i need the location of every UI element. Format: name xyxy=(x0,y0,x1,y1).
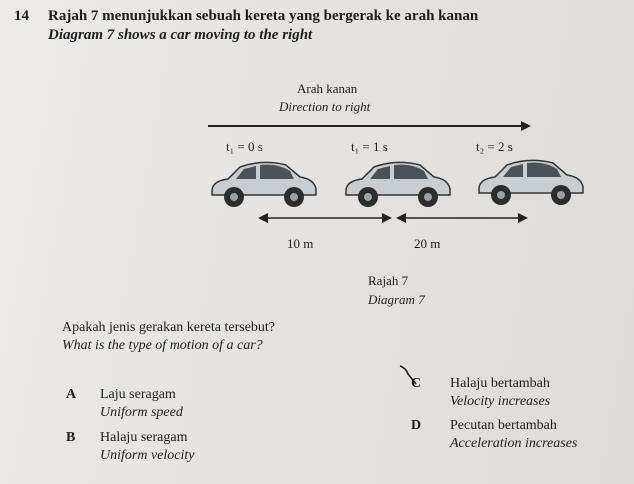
prompt-english: What is the type of motion of a car? xyxy=(62,338,263,353)
direction-arrow-head xyxy=(521,121,531,131)
option-a-letter: A xyxy=(66,387,77,402)
distance-arrows xyxy=(258,208,530,228)
diagram-caption-english: Diagram 7 xyxy=(368,292,425,307)
option-b-letter: B xyxy=(66,430,76,445)
option-c-letter: C xyxy=(411,376,422,391)
time-label-2: t₂ = 2 s xyxy=(476,139,513,154)
option-c-malay[interactable]: Halaju bertambah xyxy=(450,376,550,391)
distance-label-1: 20 m xyxy=(414,236,441,251)
option-b-english[interactable]: Uniform velocity xyxy=(100,448,195,463)
direction-arrow xyxy=(208,125,524,127)
car-icon xyxy=(206,157,320,209)
question-title-malay: Rajah 7 menunjukkan sebuah kereta yang bergerak ke arah kanan xyxy=(48,8,479,24)
time-label-1: t₁ = 1 s xyxy=(351,139,388,154)
option-b-malay[interactable]: Halaju seragam xyxy=(100,430,188,445)
question-number: 14 xyxy=(14,8,29,24)
distance-label-0: 10 m xyxy=(287,236,314,251)
car-icon xyxy=(473,155,587,207)
option-c-english[interactable]: Velocity increases xyxy=(450,394,551,409)
option-a-malay[interactable]: Laju seragam xyxy=(100,387,176,402)
diagram-caption-malay: Rajah 7 xyxy=(368,273,409,288)
question-title-english: Diagram 7 shows a car moving to the right xyxy=(48,27,313,43)
car-icon xyxy=(340,157,454,209)
option-a-english[interactable]: Uniform speed xyxy=(100,405,183,420)
option-d-english[interactable]: Acceleration increases xyxy=(450,436,578,451)
tick-mark-icon xyxy=(398,364,418,386)
option-d-letter: D xyxy=(411,418,422,433)
prompt-malay: Apakah jenis gerakan kereta tersebut? xyxy=(62,320,276,335)
option-d-malay[interactable]: Pecutan bertambah xyxy=(450,418,557,433)
direction-label-malay: Arah kanan xyxy=(297,81,358,96)
direction-label-english: Direction to right xyxy=(279,99,371,114)
time-label-0: t₁ = 0 s xyxy=(226,139,263,154)
